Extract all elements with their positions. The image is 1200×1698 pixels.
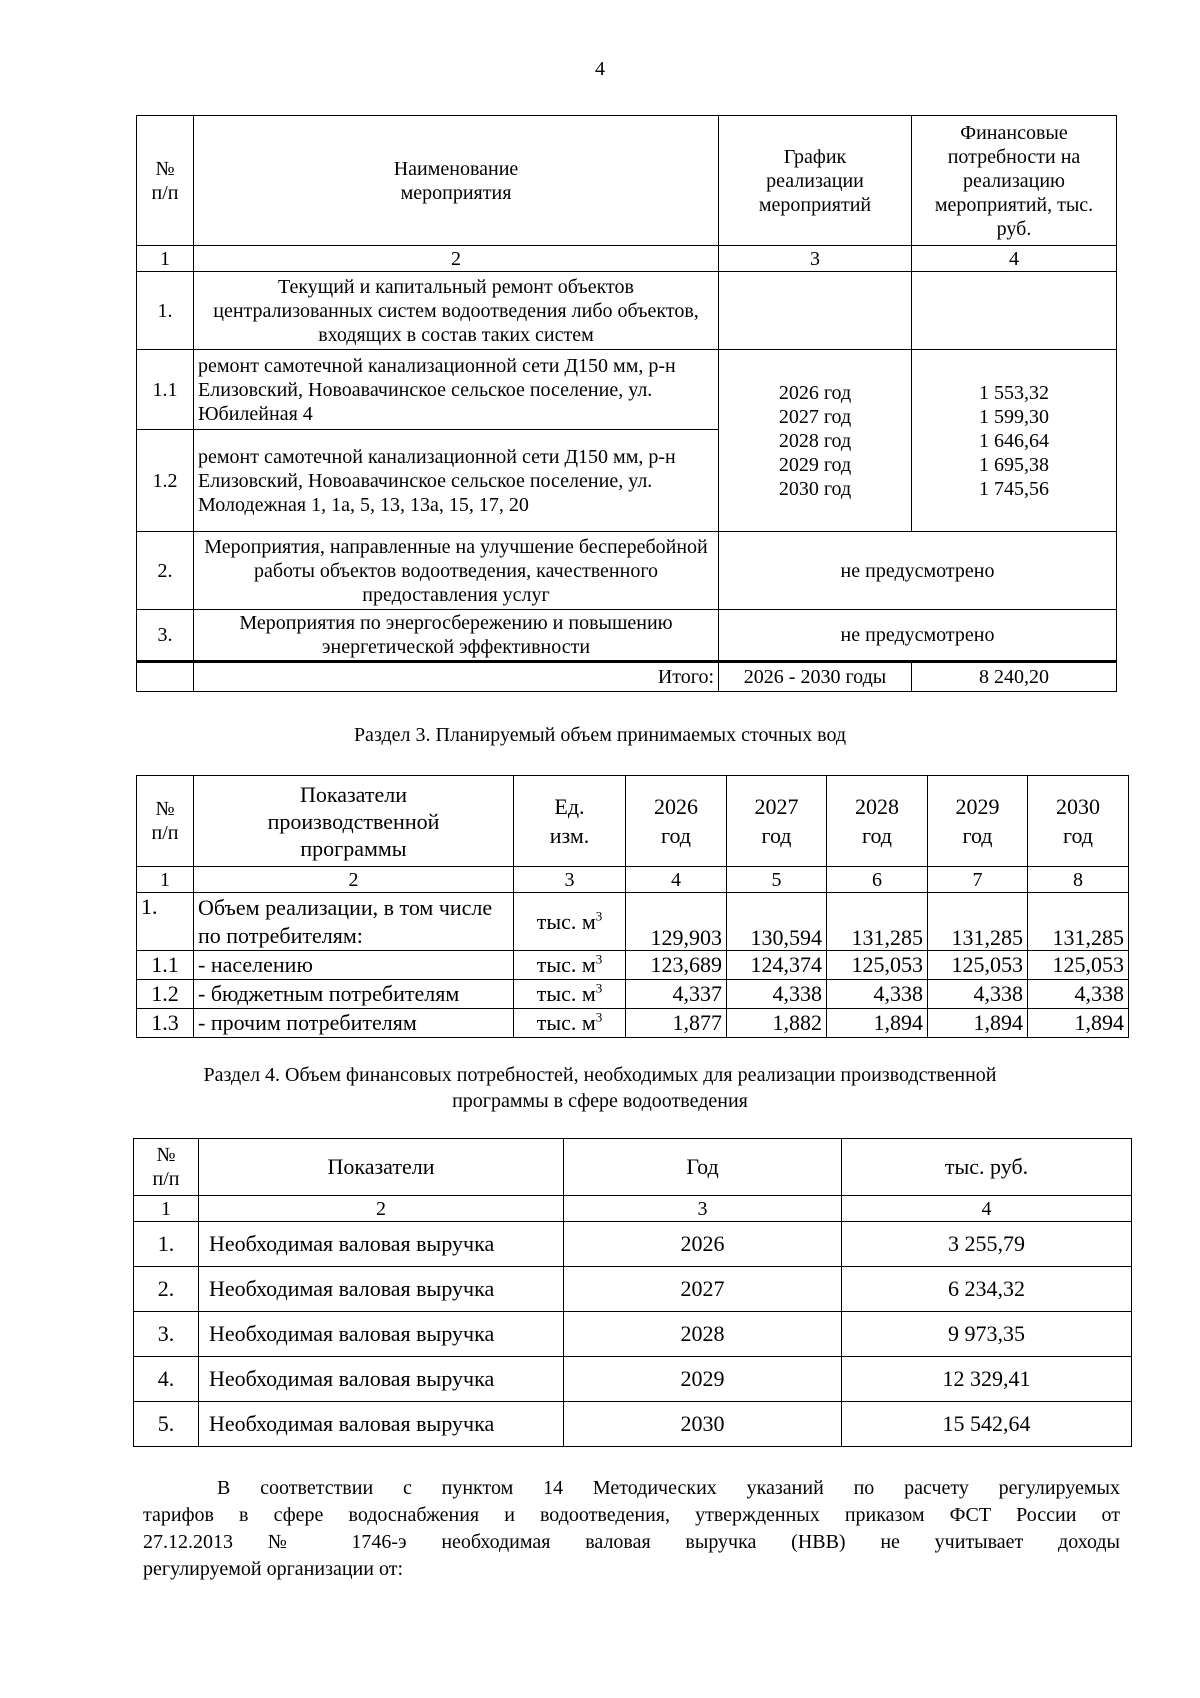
row-value: 1,894 — [928, 1009, 1028, 1038]
header-unit — [514, 776, 626, 867]
row-value: 4,338 — [827, 980, 928, 1009]
row-value: 131,285 — [827, 893, 928, 951]
section3-title: Раздел 3. Планируемый объем принимаемых сточных вод — [353, 724, 847, 746]
row-num: 2. — [134, 1267, 199, 1312]
empty-cell — [137, 662, 194, 692]
header-text: Наименование мероприятия — [393, 157, 519, 204]
table-row — [134, 1357, 1132, 1402]
col-number: 6 — [827, 867, 928, 893]
unit-text: тыс. м — [536, 981, 596, 1006]
header-text: № п/п — [151, 157, 179, 204]
row-value: 123,689 — [626, 951, 727, 980]
header-text: 2028 год — [855, 794, 899, 848]
schedule-cell — [719, 350, 912, 532]
row-value: 1,877 — [626, 1009, 727, 1038]
row-num: 1.2 — [137, 980, 194, 1009]
col-number: 2 — [194, 867, 514, 893]
row-num: 3. — [137, 610, 194, 662]
header-year — [827, 776, 928, 867]
header-text: Финансовые потребности на реализацию мероприятий, тыс. руб. — [934, 121, 1094, 240]
paragraph-line: 27.12.2013 № 1746-э необходимая валовая выручка (НВВ) не учитывает доходы — [143, 1531, 1120, 1553]
row-name: Мероприятия, направленные на улучшение бесперебойной работы объектов водоотведения, качественного предоставления услуг — [194, 532, 719, 610]
row-value: 4,338 — [928, 980, 1028, 1009]
row-name: Мероприятия по энергосбережению и повышению энергетической эффективности — [194, 610, 719, 662]
page-number: 4 — [595, 58, 605, 80]
row-name: ремонт самотечной канализационной сети Д150 мм, р-н Елизовский, Новоавачинское сельское поселение, ул. Юбилейная 4 — [194, 350, 719, 430]
row-value: 1,882 — [727, 1009, 827, 1038]
header-text: 2030 год — [1056, 794, 1100, 848]
total-period: 2026 - 2030 годы — [719, 662, 912, 692]
row-amount: 12 329,41 — [842, 1357, 1132, 1402]
empty-cell — [719, 272, 912, 350]
row-amount: 6 234,32 — [842, 1267, 1132, 1312]
header-text: Показатели производственной программы — [267, 781, 440, 861]
header-schedule — [719, 116, 912, 246]
table-header-row — [137, 776, 1129, 867]
row-num: 1. — [137, 893, 194, 951]
schedule-year: 2029 год — [778, 453, 852, 476]
header-num — [137, 776, 194, 867]
col-number: 2 — [199, 1196, 564, 1222]
header-indicator: Показатели — [199, 1139, 564, 1196]
row-num: 1.1 — [137, 951, 194, 980]
unit-text: тыс. м — [536, 908, 596, 934]
amounts-cell — [912, 350, 1117, 532]
wastewater-volume-table — [136, 775, 1129, 1038]
row-unit — [514, 893, 626, 951]
table-header-row — [137, 116, 1117, 246]
row-num: 1. — [137, 272, 194, 350]
column-number-row — [137, 867, 1129, 893]
column-number-row — [137, 246, 1117, 272]
unit-sup: 3 — [595, 1009, 603, 1025]
table-row — [137, 951, 1129, 980]
row-name: Необходимая валовая выручка — [199, 1312, 564, 1357]
table-row — [134, 1312, 1132, 1357]
row-year: 2030 — [564, 1402, 842, 1447]
row-year: 2028 — [564, 1312, 842, 1357]
col-number: 4 — [912, 246, 1117, 272]
table-row — [134, 1222, 1132, 1267]
row-amount: 3 255,79 — [842, 1222, 1132, 1267]
row-num: 4. — [134, 1357, 199, 1402]
row-unit — [514, 951, 626, 980]
header-amount: тыс. руб. — [842, 1139, 1132, 1196]
table-header-row — [134, 1139, 1132, 1196]
row-unit — [514, 1009, 626, 1038]
row-value: 131,285 — [1028, 893, 1129, 951]
row-name: - прочим потребителям — [194, 1009, 514, 1038]
total-row — [137, 662, 1117, 692]
activities-table — [136, 115, 1117, 692]
row-name: Необходимая валовая выручка — [199, 1222, 564, 1267]
paragraph-line: В соответствии с пунктом 14 Методических указаний по расчету регулируемых — [217, 1477, 1120, 1499]
table-row — [137, 980, 1129, 1009]
header-text: 2027 год — [754, 794, 799, 848]
total-amount: 8 240,20 — [912, 662, 1117, 692]
col-number: 4 — [842, 1196, 1132, 1222]
row-value: 4,338 — [1028, 980, 1129, 1009]
amount-value: 1 553,32 — [979, 381, 1049, 404]
amount-value: 1 695,38 — [979, 453, 1049, 476]
schedule-year: 2030 год — [778, 477, 852, 500]
row-name: ремонт самотечной канализационной сети Д150 мм, р-н Елизовский, Новоавачинское сельское поселение, ул. Молодежная 1, 1а, 5, 13, 13а, 15, 17, 20 — [194, 430, 719, 532]
col-number: 1 — [137, 867, 194, 893]
header-year — [928, 776, 1028, 867]
schedule-year: 2028 год — [778, 429, 852, 452]
amount-value: 1 646,64 — [979, 429, 1049, 452]
schedule-year: 2027 год — [778, 405, 852, 428]
row-year: 2029 — [564, 1357, 842, 1402]
col-number: 1 — [134, 1196, 199, 1222]
paragraph-line: тарифов в сфере водоснабжения и водоотведения, утвержденных приказом ФСТ России от — [143, 1504, 1120, 1526]
header-year: Год — [564, 1139, 842, 1196]
row-name: Необходимая валовая выручка — [199, 1402, 564, 1447]
header-text: График реализации мероприятий — [758, 145, 872, 216]
header-num — [137, 116, 194, 246]
empty-cell — [912, 272, 1117, 350]
header-text: 2029 год — [955, 794, 1000, 848]
row-name: Необходимая валовая выручка — [199, 1267, 564, 1312]
col-number: 3 — [514, 867, 626, 893]
row-value: не предусмотрено — [719, 610, 1117, 662]
row-name: - бюджетным потребителям — [194, 980, 514, 1009]
row-value: 1,894 — [827, 1009, 928, 1038]
header-finance — [912, 116, 1117, 246]
col-number: 4 — [626, 867, 727, 893]
unit-sup: 3 — [595, 951, 603, 967]
row-value: 124,374 — [727, 951, 827, 980]
table-row — [134, 1402, 1132, 1447]
row-value: 125,053 — [928, 951, 1028, 980]
section4-title-line1: Раздел 4. Объем финансовых потребностей, необходимых для реализации производственной — [203, 1064, 997, 1086]
col-number: 5 — [727, 867, 827, 893]
row-num: 3. — [134, 1312, 199, 1357]
row-name: Необходимая валовая выручка — [199, 1357, 564, 1402]
row-num: 1. — [134, 1222, 199, 1267]
table-row — [137, 532, 1117, 610]
row-value: 129,903 — [626, 893, 727, 951]
header-text: № п/п — [151, 798, 179, 844]
header-year — [727, 776, 827, 867]
amount-value: 1 599,30 — [979, 405, 1049, 428]
row-value: 4,337 — [626, 980, 727, 1009]
row-name: Объем реализации, в том числе по потребителям: — [194, 893, 514, 951]
row-value: не предусмотрено — [719, 532, 1117, 610]
header-text: № п/п — [152, 1144, 180, 1190]
amount-value: 1 745,56 — [979, 477, 1049, 500]
row-num: 1.3 — [137, 1009, 194, 1038]
header-indicator — [194, 776, 514, 867]
row-value: 125,053 — [827, 951, 928, 980]
row-value: 130,594 — [727, 893, 827, 951]
row-value: 1,894 — [1028, 1009, 1129, 1038]
row-value: 125,053 — [1028, 951, 1129, 980]
col-number: 3 — [564, 1196, 842, 1222]
header-name — [194, 116, 719, 246]
table-row — [137, 350, 1117, 430]
row-value: 131,285 — [928, 893, 1028, 951]
header-text: Ед. изм. — [549, 794, 590, 848]
row-num: 2. — [137, 532, 194, 610]
unit-sup: 3 — [595, 980, 603, 996]
paragraph-line: регулируемой организации от: — [143, 1558, 403, 1580]
col-number: 7 — [928, 867, 1028, 893]
col-number: 8 — [1028, 867, 1129, 893]
row-name: - населению — [194, 951, 514, 980]
header-text: 2026 год — [654, 794, 698, 848]
table-row — [137, 272, 1117, 350]
header-year — [1028, 776, 1129, 867]
table-row — [137, 610, 1117, 662]
header-num — [134, 1139, 199, 1196]
row-num: 5. — [134, 1402, 199, 1447]
row-num: 1.2 — [137, 430, 194, 532]
row-name: Текущий и капитальный ремонт объектов централизованных систем водоотведения либо объектов, входящих в состав таких систем — [194, 272, 719, 350]
body-paragraph — [143, 1475, 1120, 1583]
column-number-row — [134, 1196, 1132, 1222]
row-amount: 9 973,35 — [842, 1312, 1132, 1357]
section4-title-line2: программы в сфере водоотведения — [452, 1090, 748, 1112]
total-label: Итого: — [194, 662, 719, 692]
row-value: 4,338 — [727, 980, 827, 1009]
row-year: 2027 — [564, 1267, 842, 1312]
unit-text: тыс. м — [536, 952, 596, 977]
unit-sup: 3 — [595, 908, 603, 924]
header-year — [626, 776, 727, 867]
table-row — [134, 1267, 1132, 1312]
table-row — [137, 893, 1129, 951]
financial-needs-table — [133, 1138, 1132, 1447]
col-number: 2 — [194, 246, 719, 272]
schedule-year: 2026 год — [778, 381, 852, 404]
unit-text: тыс. м — [536, 1010, 596, 1035]
row-amount: 15 542,64 — [842, 1402, 1132, 1447]
row-num: 1.1 — [137, 350, 194, 430]
table-row — [137, 1009, 1129, 1038]
col-number: 1 — [137, 246, 194, 272]
row-unit — [514, 980, 626, 1009]
row-year: 2026 — [564, 1222, 842, 1267]
col-number: 3 — [719, 246, 912, 272]
